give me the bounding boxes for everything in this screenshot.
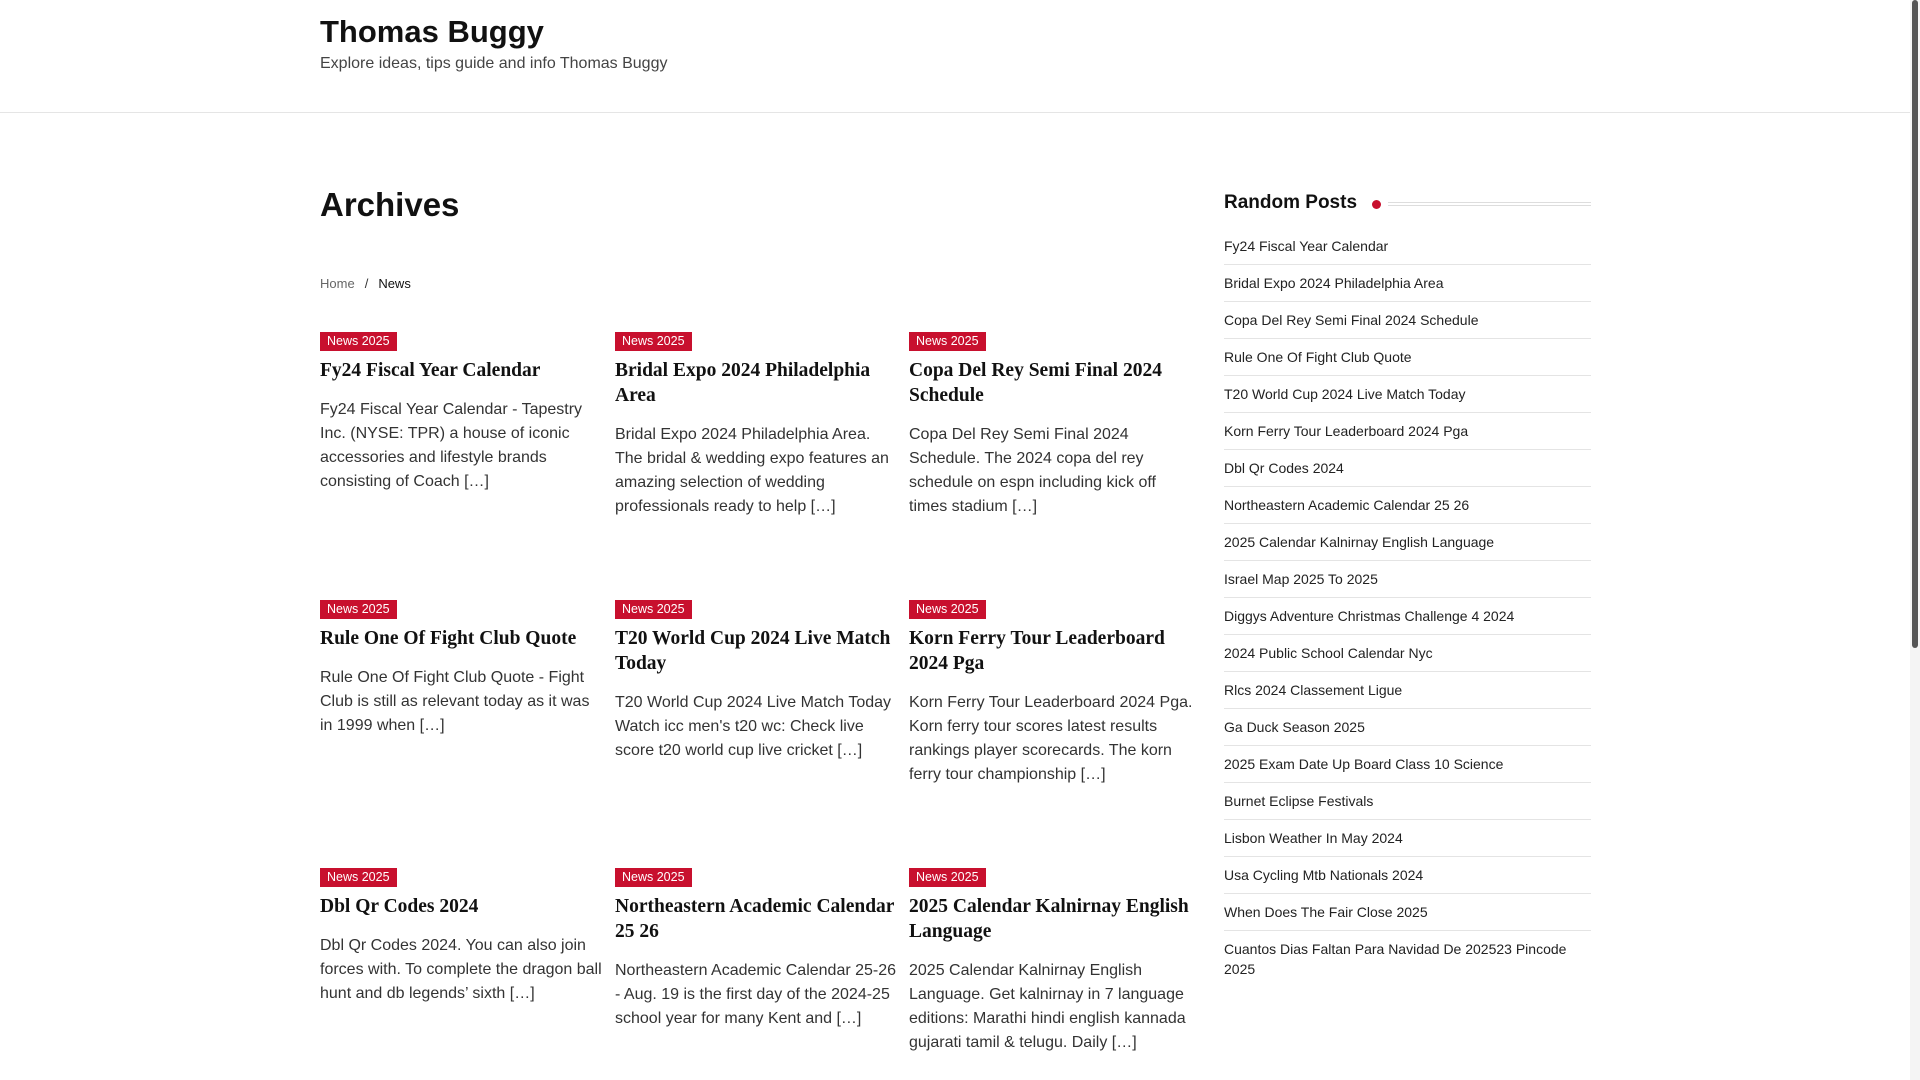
site-header [0,0,1910,113]
sidebar-random-posts [1224,192,1591,987]
random-post-link[interactable]: Rule One Of Fight Club Quote [1224,339,1591,376]
post-card [615,868,899,1031]
post-title[interactable]: T20 World Cup 2024 Live Match Today [615,628,891,674]
post-excerpt: Rule One Of Fight Club Quote - Fight Club is still as relevant today as it was in 1999 when […] [320,669,590,734]
post-title[interactable]: Bridal Expo 2024 Philadelphia Area [615,360,871,406]
category-badge[interactable]: News 2025 [615,332,692,351]
random-post-link[interactable]: 2024 Public School Calendar Nyc [1224,635,1591,672]
breadcrumb [320,276,411,291]
page-scrollbar[interactable] [1910,0,1920,1080]
category-badge[interactable]: News 2025 [320,600,397,619]
heading-dot-icon [1372,200,1381,209]
post-card [320,332,604,494]
random-post-link[interactable]: Burnet Eclipse Festivals [1224,783,1591,820]
post-excerpt: Bridal Expo 2024 Philadelphia Area. The bridal & wedding expo features an amazing selection of wedding professionals ready to help […] [615,426,889,515]
random-post-link[interactable]: Lisbon Weather In May 2024 [1224,820,1591,857]
site-tagline: Explore ideas, tips guide and info Thomas Buggy [320,55,668,72]
post-title[interactable]: Dbl Qr Codes 2024 [320,896,479,917]
post-card [320,868,604,1006]
category-badge[interactable]: News 2025 [615,868,692,887]
post-excerpt: Korn Ferry Tour Leaderboard 2024 Pga. Korn ferry tour scores latest results rankings player scorecards. The korn ferry tour championship […] [909,694,1193,783]
post-card [909,600,1193,787]
post-title[interactable]: Fy24 Fiscal Year Calendar [320,360,541,381]
random-post-link[interactable]: Fy24 Fiscal Year Calendar [1224,228,1591,265]
random-post-link[interactable]: T20 World Cup 2024 Live Match Today [1224,376,1591,413]
random-post-link[interactable]: Israel Map 2025 To 2025 [1224,561,1591,598]
random-post-link[interactable]: Rlcs 2024 Classement Ligue [1224,672,1591,709]
post-title[interactable]: Northeastern Academic Calendar 25 26 [615,896,895,942]
sidebar-heading [1224,192,1591,216]
category-badge[interactable]: News 2025 [320,332,397,351]
breadcrumb-separator: / [364,276,369,291]
random-post-link[interactable]: Dbl Qr Codes 2024 [1224,450,1591,487]
random-post-link[interactable]: 2025 Calendar Kalnirnay English Language [1224,524,1591,561]
random-post-link[interactable]: Ga Duck Season 2025 [1224,709,1591,746]
random-post-link[interactable]: Usa Cycling Mtb Nationals 2024 [1224,857,1591,894]
category-badge[interactable]: News 2025 [615,600,692,619]
breadcrumb-home-link[interactable]: Home [320,276,355,291]
random-post-link[interactable]: Copa Del Rey Semi Final 2024 Schedule [1224,302,1591,339]
post-card [615,332,899,519]
post-title[interactable]: 2025 Calendar Kalnirnay English Language [909,896,1189,942]
heading-divider [1388,202,1591,206]
sidebar-heading-text: Random Posts [1224,192,1365,213]
post-excerpt: Fy24 Fiscal Year Calendar - Tapestry Inc. (NYSE: TPR) a house of iconic accessories and lifestyle brands consisting of Coach […] [320,401,583,490]
post-card [909,868,1193,1055]
breadcrumb-current: News [378,276,411,291]
page-title: Archives [320,186,460,223]
random-post-link[interactable]: Korn Ferry Tour Leaderboard 2024 Pga [1224,413,1591,450]
random-post-link[interactable]: Cuantos Dias Faltan Para Navidad De 202523 Pincode 2025 [1224,941,1567,977]
post-excerpt: Copa Del Rey Semi Final 2024 Schedule. The 2024 copa del rey schedule on espn including kick off times stadium […] [909,426,1156,515]
post-title[interactable]: Korn Ferry Tour Leaderboard 2024 Pga [909,628,1165,674]
category-badge[interactable]: News 2025 [320,868,397,887]
post-card [909,332,1193,519]
post-title[interactable]: Copa Del Rey Semi Final 2024 Schedule [909,360,1162,406]
post-title[interactable]: Rule One Of Fight Club Quote [320,628,577,649]
post-excerpt: T20 World Cup 2024 Live Match Today Watch icc men's t20 wc: Check live score t20 world cup live cricket […] [615,694,892,759]
scrollbar-thumb[interactable] [1912,0,1918,648]
site-title[interactable]: Thomas Buggy [320,14,544,49]
random-post-link[interactable]: When Does The Fair Close 2025 [1224,894,1591,931]
random-post-link[interactable]: 2025 Exam Date Up Board Class 10 Science [1224,746,1591,783]
random-posts-list [1224,228,1591,987]
category-badge[interactable]: News 2025 [909,868,986,887]
post-card [320,600,604,738]
category-badge[interactable]: News 2025 [909,332,986,351]
post-card [615,600,899,763]
post-excerpt: 2025 Calendar Kalnirnay English Language. Get kalnirnay in 7 language editions: Marathi hindi english kannada gujarati tamil & telugu. Daily […] [909,962,1186,1051]
random-post-link[interactable]: Diggys Adventure Christmas Challenge 4 2024 [1224,598,1591,635]
post-excerpt: Dbl Qr Codes 2024. You can also join forces with. To complete the dragon ball hunt and db legends’ sixth […] [320,937,602,1002]
post-excerpt: Northeastern Academic Calendar 25-26 - Aug. 19 is the first day of the 2024-25 school year for many Kent and […] [615,962,897,1027]
category-badge[interactable]: News 2025 [909,600,986,619]
random-post-link[interactable]: Bridal Expo 2024 Philadelphia Area [1224,265,1591,302]
random-post-link[interactable]: Northeastern Academic Calendar 25 26 [1224,487,1591,524]
